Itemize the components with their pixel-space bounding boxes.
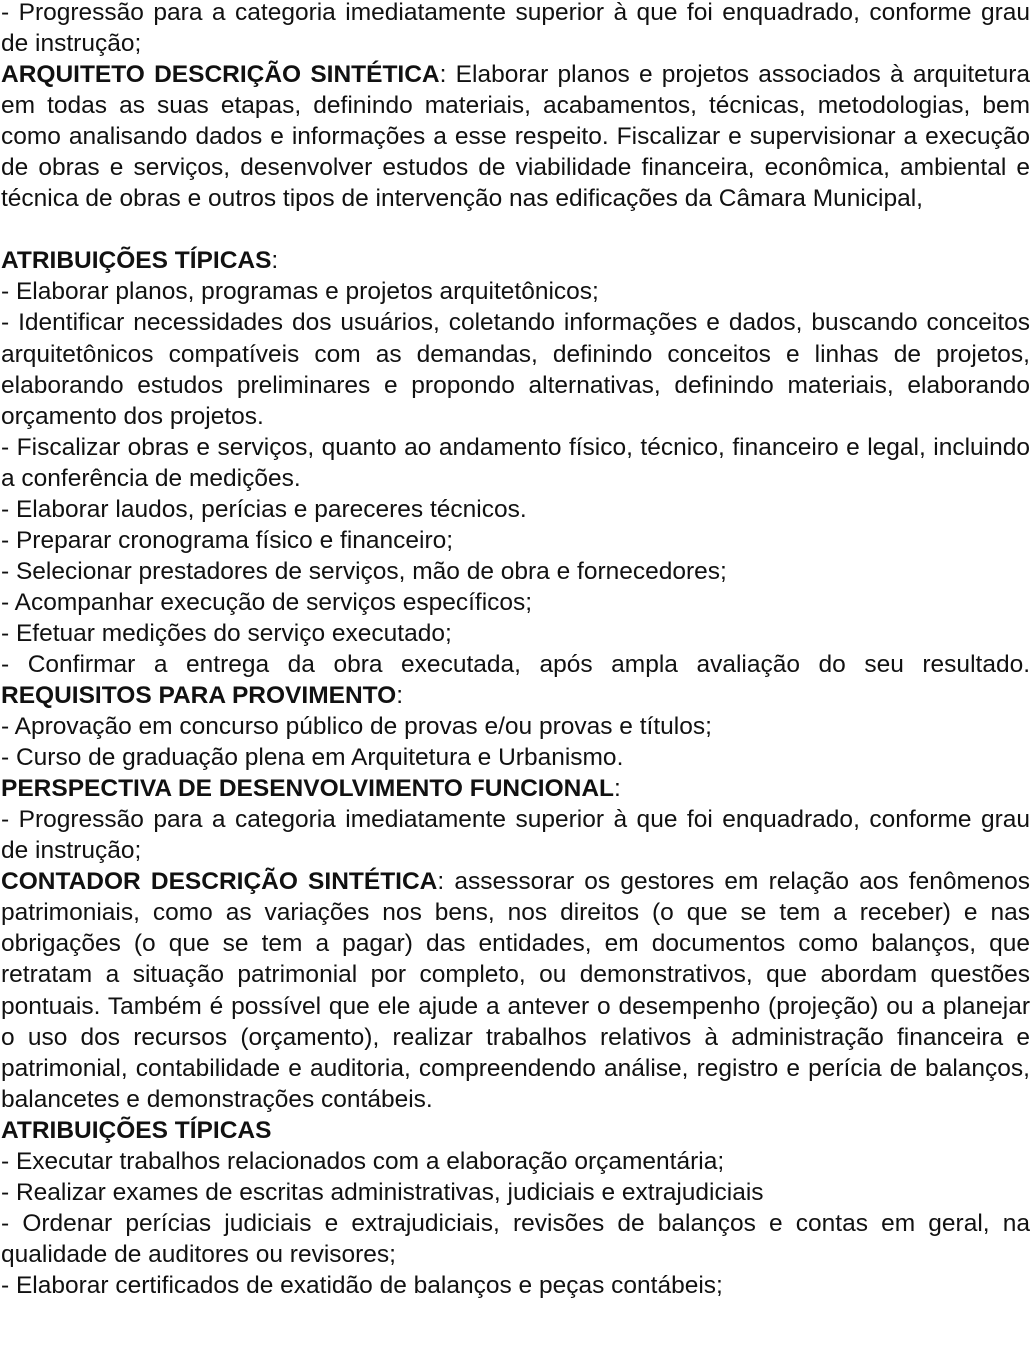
- paragraph-arquiteto-perspectiva: - Progressão para a categoria imediatamente superior à que foi enquadrado, conforme grau de instrução;: [1, 806, 1030, 865]
- paragraph-arquiteto-requisitos-heading: [1, 680, 1030, 711]
- text-arquiteto-descricao: : Elaborar planos e projetos associados à arquitetura em todas as suas etapas, definindo materiais, acabamentos, técnicas, metodologias, bem como analisando dados e informações a esse respeito. Fiscalizar e supervisionar a execução de obras e serviços, desenvolver estudos de viabilidade financeira, econômica, ambiental e técnica de obras e outros tipos de intervenção nas edificações da Câmara Municipal,: [1, 61, 1030, 213]
- text-contador-descricao: : assessorar os gestores em relação aos fenômenos patrimoniais, como as variações nos bens, nos direitos (o que se tem a receber) e nas obrigações (o que se tem a pagar) das entidades, em documentos como balanços, que retratam a situação patrimonial por completo, ou demonstrativos, que abordam questões pontuais. Também é possível que ele ajude a antever o desempenho (projeção) ou a planejar o uso dos recursos (orçamento), realizar trabalhos relativos à administração financeira e patrimonial, contabilidade e auditoria, compreendendo análise, registro e perícia de balanços, balancetes e demonstrações contábeis.: [1, 868, 1030, 1113]
- colon: :: [614, 775, 621, 803]
- blank-line: [1, 214, 1030, 245]
- paragraph-progressao-previa: - Progressão para a categoria imediatamente superior à que foi enquadrado, conforme grau de instrução;: [1, 0, 1030, 58]
- list-item: - Fiscalizar obras e serviços, quanto ao andamento físico, técnico, financeiro e legal, incluindo a conferência de medições.: [1, 433, 1030, 492]
- paragraph-contador-atribuicoes-heading: [1, 1115, 1030, 1146]
- paragraph-arquiteto-descricao: [1, 59, 1030, 214]
- list-item: - Elaborar laudos, perícias e pareceres técnicos.: [1, 495, 527, 523]
- list-item: - Ordenar perícias judiciais e extrajudiciais, revisões de balanços e contas em geral, na qualidade de auditores ou revisores;: [1, 1209, 1030, 1268]
- list-item: - Confirmar a entrega da obra executada, após ampla avaliação do seu resultado.: [1, 650, 1030, 678]
- heading-contador-descricao: CONTADOR DESCRIÇÃO SINTÉTICA: [1, 868, 438, 896]
- list-item: - Aprovação em concurso público de provas e/ou provas e títulos;: [1, 713, 712, 741]
- heading-arquiteto-perspectiva: PERSPECTIVA DE DESENVOLVIMENTO FUNCIONAL: [1, 775, 615, 803]
- list-item: - Realizar exames de escritas administrativas, judiciais e extrajudiciais: [1, 1178, 764, 1206]
- list-item: - Identificar necessidades dos usuários, coletando informações e dados, buscando conceitos arquitetônicos compatíveis com as demandas, definindo conceitos e linhas de projetos, elaborando estudos preliminares e propondo alternativas, definindo materiais, elaborando orçamento dos projetos.: [1, 309, 1030, 430]
- list-item: - Selecionar prestadores de serviços, mão de obra e fornecedores;: [1, 557, 727, 585]
- list-item: - Elaborar certificados de exatidão de balanços e peças contábeis;: [1, 1271, 723, 1299]
- list-item: - Acompanhar execução de serviços específicos;: [1, 588, 533, 616]
- heading-arquiteto-requisitos: REQUISITOS PARA PROVIMENTO: [1, 682, 397, 710]
- heading-arquiteto-descricao: ARQUITETO DESCRIÇÃO SINTÉTICA: [1, 61, 440, 89]
- list-item: - Elaborar planos, programas e projetos arquitetônicos;: [1, 278, 599, 306]
- heading-arquiteto-atribuicoes: ATRIBUIÇÕES TÍPICAS: [1, 247, 272, 275]
- paragraph-contador-descricao: [1, 866, 1030, 1114]
- paragraph-arquiteto-atribuicoes-heading: [1, 245, 1030, 276]
- paragraph-arquiteto-perspectiva-heading: [1, 773, 1030, 804]
- list-item: - Executar trabalhos relacionados com a elaboração orçamentária;: [1, 1147, 725, 1175]
- list-item: - Curso de graduação plena em Arquitetura e Urbanismo.: [1, 744, 624, 772]
- list-item: - Efetuar medições do serviço executado;: [1, 619, 452, 647]
- colon: :: [271, 247, 279, 275]
- colon: :: [396, 682, 404, 710]
- heading-contador-atribuicoes: ATRIBUIÇÕES TÍPICAS: [1, 1116, 272, 1144]
- document-page: [1, 0, 1030, 1301]
- list-item: - Preparar cronograma físico e financeiro;: [1, 526, 454, 554]
